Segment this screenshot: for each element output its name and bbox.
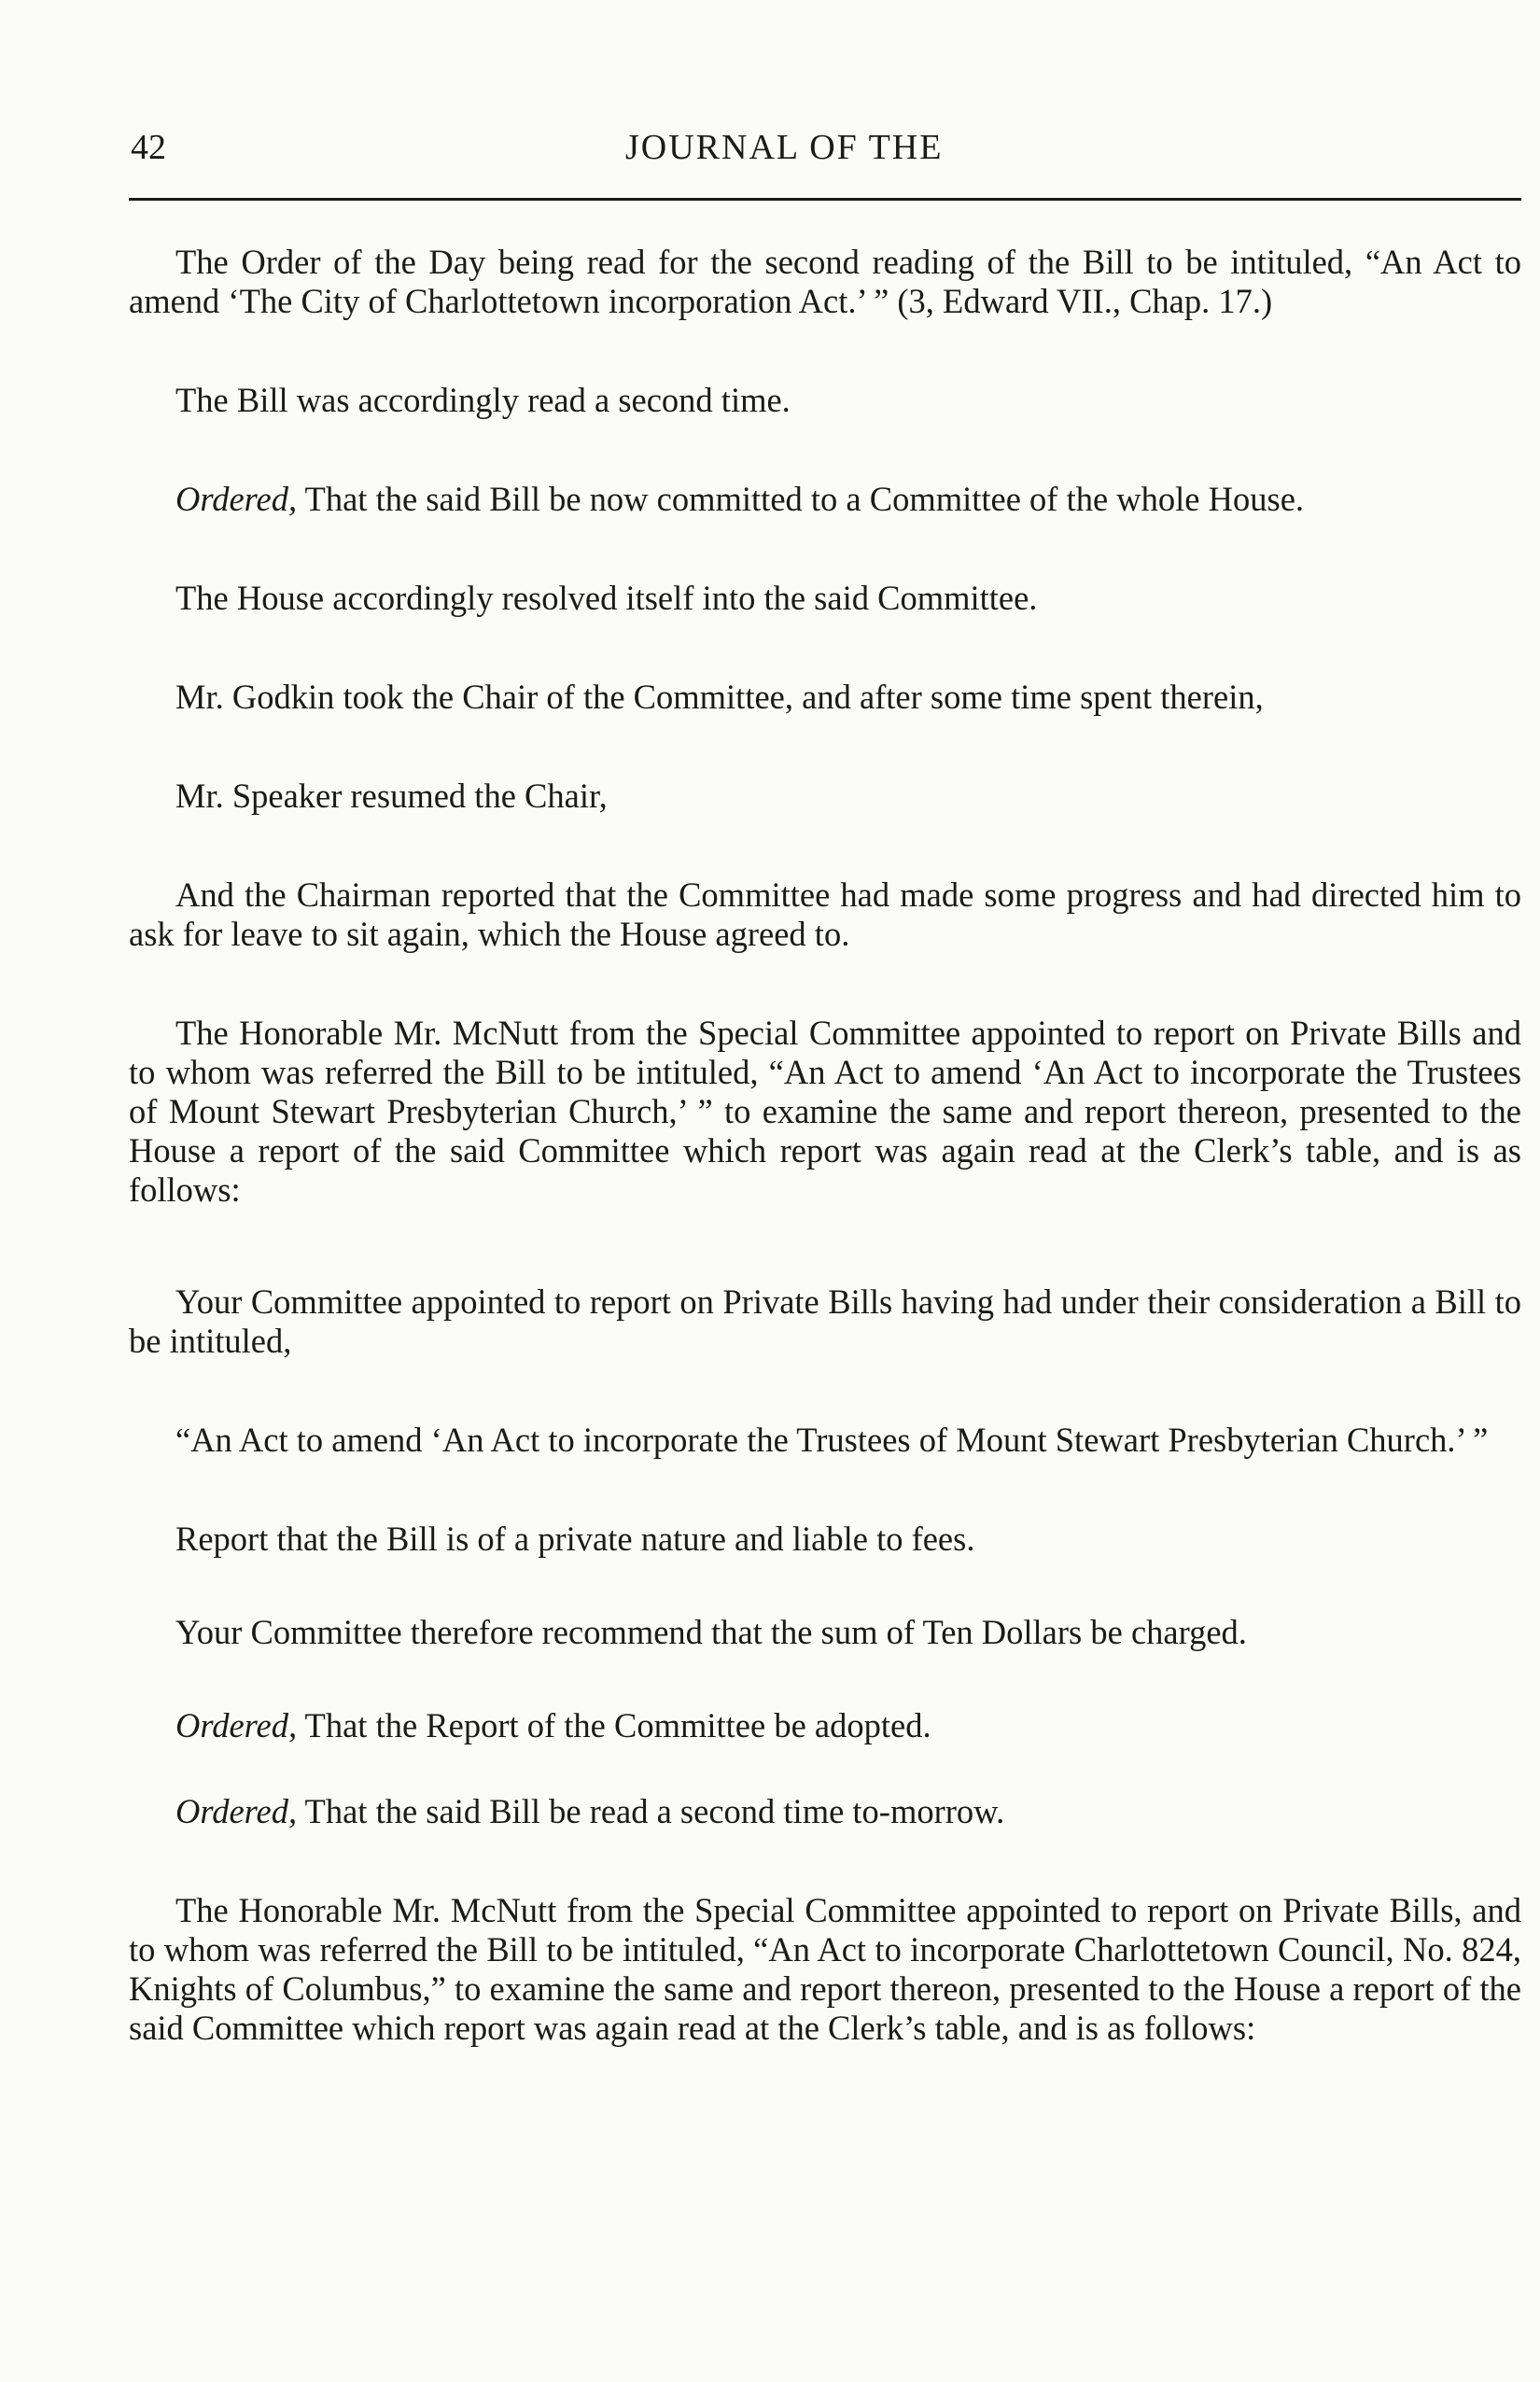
paragraph-text: That the said Bill be read a second time to-morrow.: [297, 1792, 1005, 1830]
running-title: JOURNAL OF THE: [625, 128, 944, 167]
journal-page: [129, 121, 1529, 2047]
paragraph-text: Report that the Bill is of a private nature and liable to fees.: [175, 1520, 975, 1558]
ordered-label: Ordered,: [175, 480, 298, 518]
page-header: [129, 121, 1529, 179]
page-number: 42: [131, 128, 166, 167]
paragraph-ten-dollars: [129, 1613, 1521, 1652]
paragraph-godkin-chair: [129, 678, 1521, 717]
ordered-label: Ordered,: [175, 1706, 298, 1744]
paragraph-text: The House accordingly resolved itself into the said Committee.: [175, 579, 1038, 617]
paragraph-order-of-the-day: [129, 243, 1521, 321]
paragraph-text: Mr. Speaker resumed the Chair,: [175, 777, 608, 815]
paragraph-mcnutt-presbyterian: [129, 1014, 1521, 1210]
paragraph-text: The Bill was accordingly read a second time.: [175, 381, 791, 419]
paragraph-speaker-resumed: [129, 777, 1521, 816]
paragraph-text: “An Act to amend ‘An Act to incorporate the Trustees of Mount Stewart Presbyterian Church.’ ”: [175, 1421, 1489, 1459]
paragraph-ordered-committed: [129, 480, 1521, 519]
paragraph-text: The Order of the Day being read for the second reading of the Bill to be intituled, “An Act to amend ‘The City of Charlottetown incorporation Act.’ ” (3, Edward VII., Chap. 17.): [129, 243, 1521, 320]
paragraph-chairman-reported: [129, 876, 1521, 954]
paragraph-text: Your Committee therefore recommend that the sum of Ten Dollars be charged.: [175, 1613, 1247, 1651]
header-rule: [129, 198, 1521, 201]
paragraph-text: And the Chairman reported that the Committee had made some progress and had directed him to ask for leave to sit again, which the House agreed to.: [129, 876, 1521, 953]
paragraph-text: That the said Bill be now committed to a Committee of the whole House.: [297, 480, 1305, 518]
paragraph-private-nature: [129, 1520, 1521, 1559]
paragraph-ordered-second-time: [129, 1792, 1521, 1831]
paragraph-text: The Honorable Mr. McNutt from the Special Committee appointed to report on Private Bills and to whom was referred the Bill to be intituled, “An Act to amend ‘An Act to incorporate the Trustees of Mount Stewart Presbyterian Church,’ ” to examine the same and report thereon, presented to the House a report of the said Committee which report was again read at the Clerk’s table, and is as follows:: [129, 1014, 1521, 1209]
paragraph-text: Mr. Godkin took the Chair of the Committee, and after some time spent therein,: [175, 678, 1264, 716]
paragraph-bill-title: [129, 1421, 1521, 1460]
paragraph-house-resolved: [129, 579, 1521, 618]
journal-body: [129, 243, 1521, 2048]
paragraph-ordered-adopted: [129, 1706, 1521, 1745]
ordered-label: Ordered,: [175, 1792, 298, 1830]
paragraph-text: That the Report of the Committee be adopted.: [297, 1706, 931, 1744]
paragraph-second-reading: [129, 381, 1521, 420]
paragraph-text: The Honorable Mr. McNutt from the Special Committee appointed to report on Private Bills, and to whom was referred the Bill to be intituled, “An Act to incorporate Charlottetown Council, No. 824, Knights of Columbus,” to examine the same and report thereon, presented to the House a report of the said Committee which report was again read at the Clerk’s table, and is as follows:: [129, 1891, 1521, 2047]
paragraph-committee-consideration: [129, 1282, 1521, 1361]
paragraph-text: Your Committee appointed to report on Private Bills having had under their consideration a Bill to be intituled,: [129, 1282, 1521, 1360]
paragraph-mcnutt-knights: [129, 1891, 1521, 2048]
